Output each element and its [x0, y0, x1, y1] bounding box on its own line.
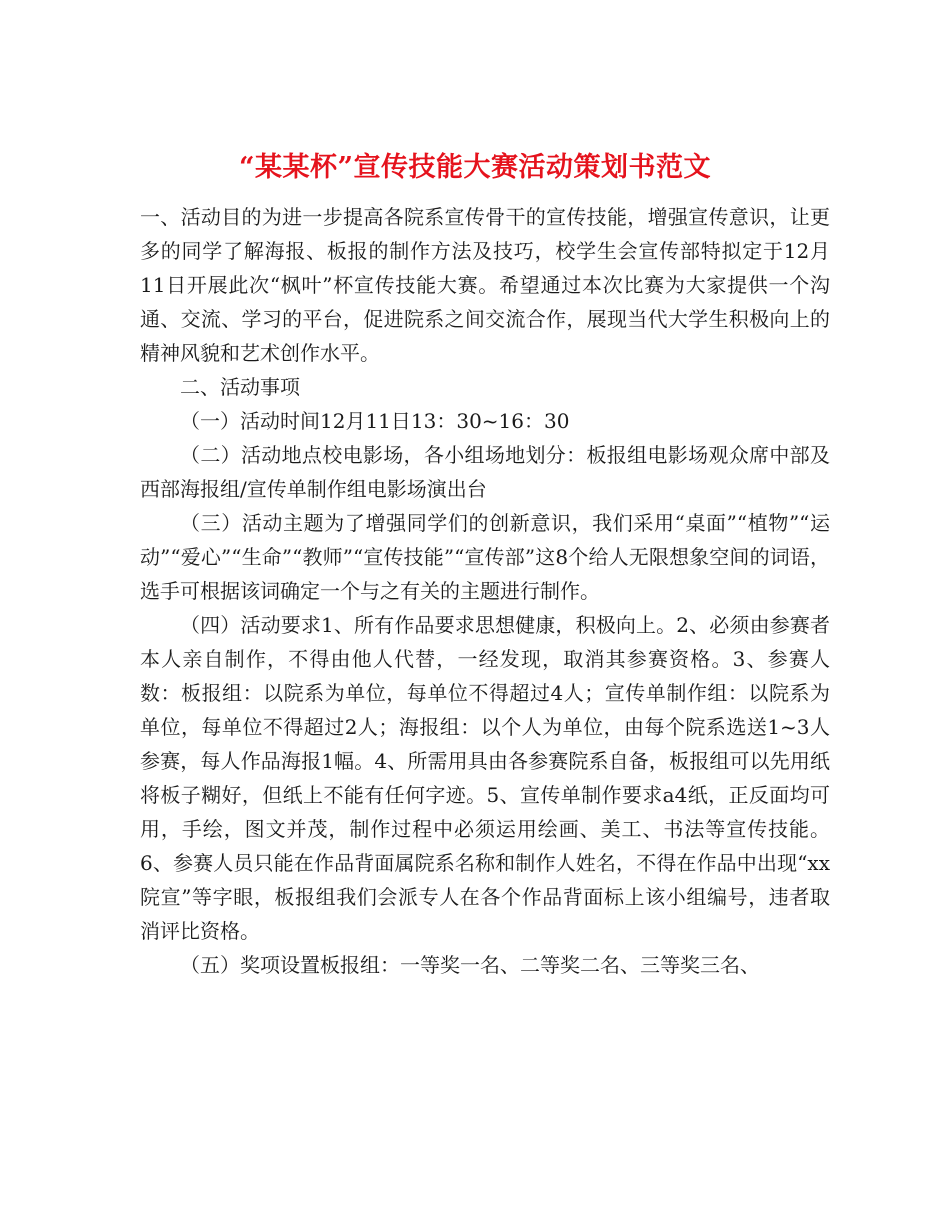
paragraph-purpose: 一、活动目的为进一步提高各院系宣传骨干的宣传技能，增强宣传意识，让更多的同学了解海报、板报的制作方法及技巧，校学生会宣传部特拟定于12月11日开展此次“枫叶”杯宣传技能大赛。希望通过本次比赛为大家提供一个沟通、交流、学习的平台，促进院系之间交流合作，展现当代大学生积极向上的精神风貌和艺术创作水平。 — [140, 205, 830, 365]
paragraph-activity-theme: （三）活动主题为了增强同学们的创新意识，我们采用“桌面”“植物”“运动”“爱心”“生命”“教师”“宣传技能”“宣传部”这8个给人无限想象空间的词语，选手可根据该词确定一个与之有关的主题进行制作。 — [140, 511, 830, 603]
document-body — [140, 200, 830, 982]
paragraph-section-heading: 二、活动事项 — [180, 375, 300, 399]
paragraph-activity-time: （一）活动时间12月11日13：30~16：30 — [180, 409, 570, 433]
paragraph-activity-requirements: （四）活动要求1、所有作品要求思想健康，积极向上。2、必须由参赛者本人亲自制作，不得由他人代替，一经发现，取消其参赛资格。3、参赛人数：板报组：以院系为单位，每单位不得超过4人；宣传单制作组：以院系为单位，每单位不得超过2人；海报组：以个人为单位，由每个院系选送1~3人参赛，每人作品海报1幅。4、所需用具由各参赛院系自备，板报组可以先用纸将板子糊好，但纸上不能有任何字迹。5、宣传单制作要求a4纸，正反面均可用，手绘，图文并茂，制作过程中必须运用绘画、美工、书法等宣传技能。6、参赛人员只能在作品背面属院系名称和制作人姓名，不得在作品中出现“xx院宣”等字眼，板报组我们会派专人在各个作品背面标上该小组编号，违者取消评比资格。 — [140, 613, 830, 943]
paragraph-award-settings: （五）奖项设置板报组：一等奖一名、二等奖二名、三等奖三名、 — [180, 953, 760, 977]
document-title: “某某杯”宣传技能大赛活动策划书范文 — [238, 152, 712, 184]
paragraph-activity-location: （二）活动地点校电影场，各小组场地划分：板报组电影场观众席中部及西部海报组/宣传单制作组电影场演出台 — [140, 443, 830, 501]
